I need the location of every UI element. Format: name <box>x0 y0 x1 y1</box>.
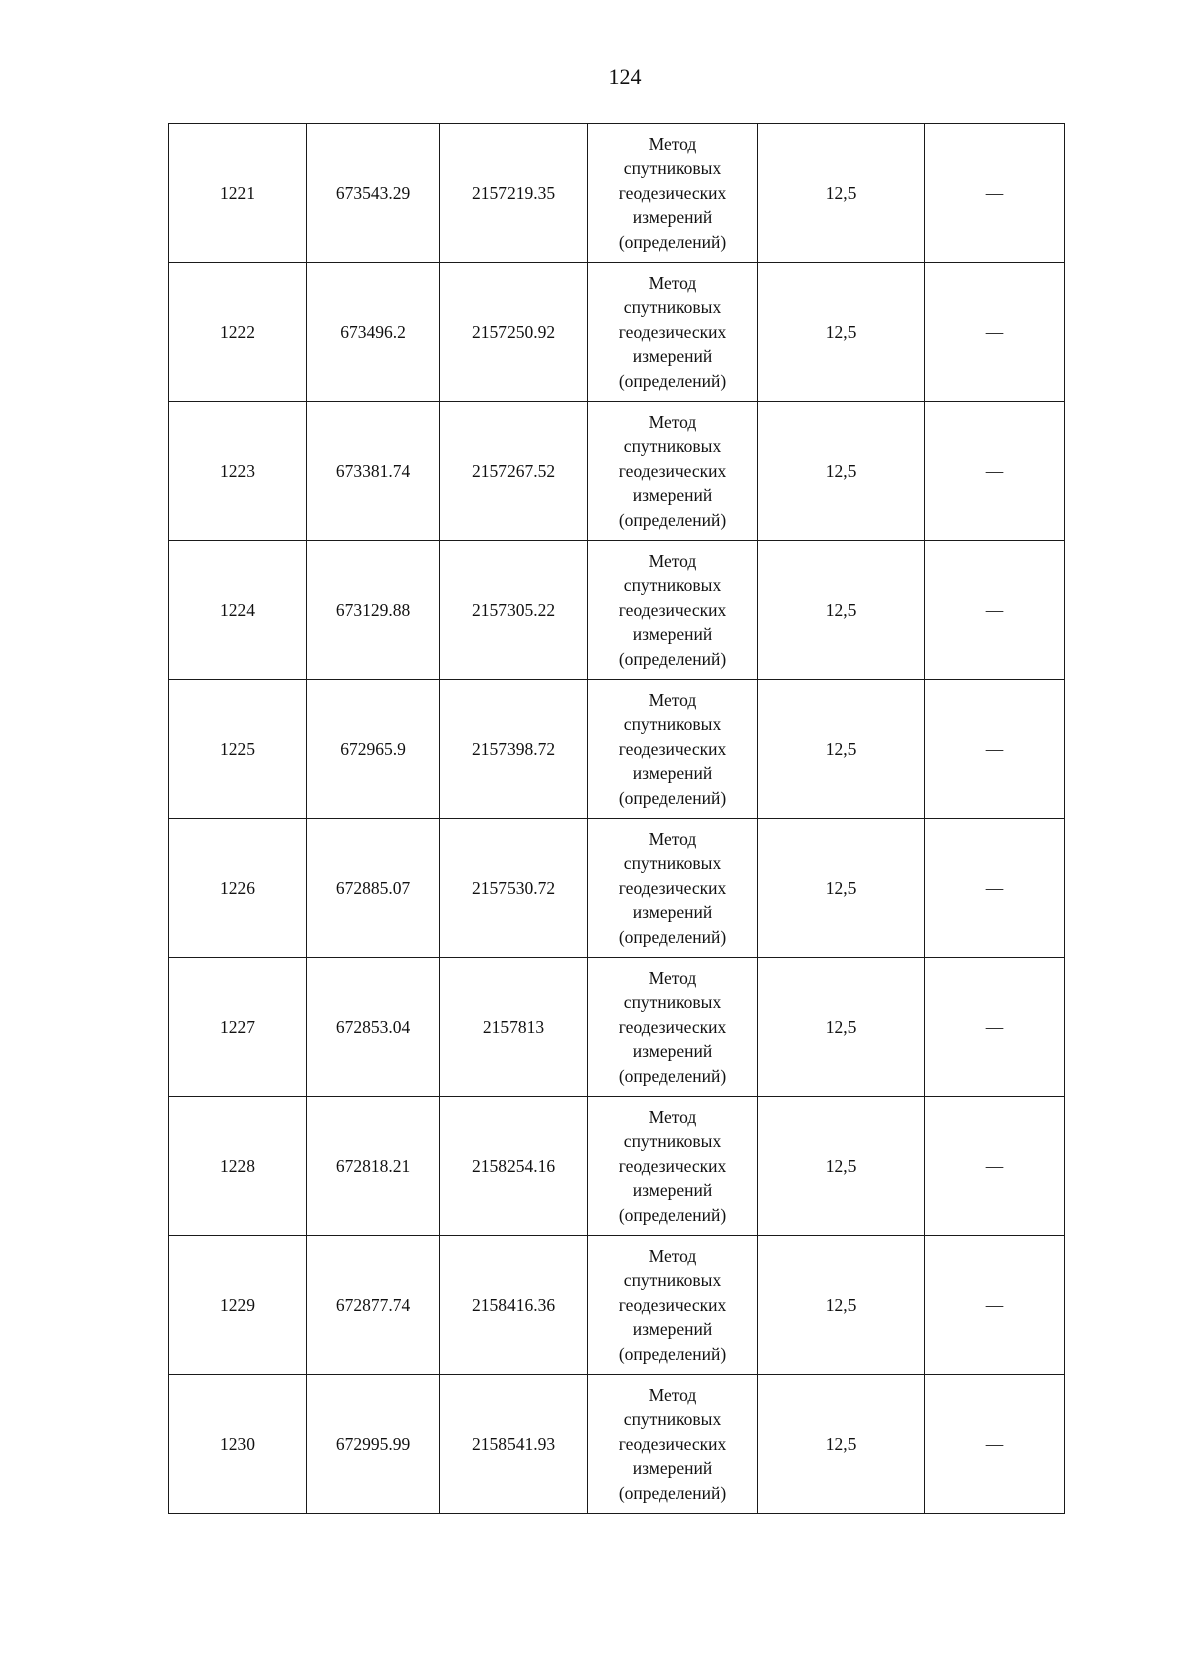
method-line: Метод <box>648 1245 697 1266</box>
method-cell <box>588 819 758 958</box>
y-coordinate-cell: 2157250.92 <box>440 263 588 402</box>
method-line: геодезических <box>618 1433 727 1454</box>
method-line: спутниковых <box>623 714 722 735</box>
method-line: измерений <box>632 902 713 923</box>
method-line: спутниковых <box>623 853 722 874</box>
x-coordinate-cell: 672853.04 <box>307 958 440 1097</box>
method-line: геодезических <box>618 1294 727 1315</box>
method-line: измерений <box>632 763 713 784</box>
x-coordinate-cell: 673129.88 <box>307 541 440 680</box>
method-line: измерений <box>632 346 713 367</box>
note-cell <box>925 680 1065 819</box>
method-line: Метод <box>648 1106 697 1127</box>
point-id-cell: 1222 <box>169 263 307 402</box>
y-coordinate-cell: 2157398.72 <box>440 680 588 819</box>
table-row <box>169 263 1065 402</box>
page-number: 124 <box>608 64 642 89</box>
y-coordinate-cell: 2157305.22 <box>440 541 588 680</box>
y-coordinate-cell: 2158541.93 <box>440 1375 588 1514</box>
x-coordinate-cell: 672885.07 <box>307 819 440 958</box>
method-cell <box>588 263 758 402</box>
x-coordinate-cell: 673543.29 <box>307 124 440 263</box>
method-line: Метод <box>648 272 697 293</box>
point-id-cell: 1230 <box>169 1375 307 1514</box>
x-coordinate-cell: 672818.21 <box>307 1097 440 1236</box>
method-line: Метод <box>648 967 697 988</box>
method-line: Метод <box>648 828 697 849</box>
x-coordinate-cell: 673381.74 <box>307 402 440 541</box>
method-cell <box>588 402 758 541</box>
method-line: (определений) <box>618 1343 727 1364</box>
note-cell <box>925 541 1065 680</box>
accuracy-cell: 12,5 <box>758 263 925 402</box>
x-coordinate-cell: 672877.74 <box>307 1236 440 1375</box>
table-row <box>169 958 1065 1097</box>
dash-mark: — <box>985 1294 1004 1315</box>
note-cell <box>925 124 1065 263</box>
method-line: геодезических <box>618 460 727 481</box>
dash-mark: — <box>985 460 1004 481</box>
note-cell <box>925 263 1065 402</box>
note-cell <box>925 958 1065 1097</box>
method-line: измерений <box>632 1180 713 1201</box>
method-line: Метод <box>648 1384 697 1405</box>
table-row <box>169 1375 1065 1514</box>
method-line: (определений) <box>618 1204 727 1225</box>
method-line: (определений) <box>618 926 727 947</box>
method-line: Метод <box>648 689 697 710</box>
method-cell <box>588 541 758 680</box>
dash-mark: — <box>985 877 1004 898</box>
table-row <box>169 124 1065 263</box>
y-coordinate-cell: 2158416.36 <box>440 1236 588 1375</box>
method-line: спутниковых <box>623 992 722 1013</box>
x-coordinate-cell: 673496.2 <box>307 263 440 402</box>
table-body <box>169 124 1065 1514</box>
table-row <box>169 402 1065 541</box>
coordinates-table <box>168 123 1065 1514</box>
method-cell <box>588 1236 758 1375</box>
method-cell <box>588 1097 758 1236</box>
method-line: геодезических <box>618 1155 727 1176</box>
accuracy-cell: 12,5 <box>758 819 925 958</box>
method-line: измерений <box>632 1319 713 1340</box>
accuracy-cell: 12,5 <box>758 1097 925 1236</box>
method-line: измерений <box>632 485 713 506</box>
method-line: измерений <box>632 207 713 228</box>
method-cell <box>588 1375 758 1514</box>
method-line: (определений) <box>618 787 727 808</box>
method-line: Метод <box>648 550 697 571</box>
method-line: спутниковых <box>623 575 722 596</box>
note-cell <box>925 1375 1065 1514</box>
accuracy-cell: 12,5 <box>758 402 925 541</box>
y-coordinate-cell: 2157219.35 <box>440 124 588 263</box>
method-line: геодезических <box>618 738 727 759</box>
coordinates-table-wrap <box>168 123 1064 1514</box>
note-cell <box>925 402 1065 541</box>
method-line: спутниковых <box>623 297 722 318</box>
method-line: измерений <box>632 1458 713 1479</box>
y-coordinate-cell: 2158254.16 <box>440 1097 588 1236</box>
table-row <box>169 1097 1065 1236</box>
method-line: (определений) <box>618 370 727 391</box>
table-row <box>169 541 1065 680</box>
method-line: спутниковых <box>623 1131 722 1152</box>
method-line: геодезических <box>618 321 727 342</box>
method-line: геодезических <box>618 877 727 898</box>
method-line: (определений) <box>618 1065 727 1086</box>
dash-mark: — <box>985 321 1004 342</box>
accuracy-cell: 12,5 <box>758 541 925 680</box>
method-line: Метод <box>648 133 697 154</box>
method-line: геодезических <box>618 182 727 203</box>
dash-mark: — <box>985 1155 1004 1176</box>
method-line: спутниковых <box>623 158 722 179</box>
point-id-cell: 1228 <box>169 1097 307 1236</box>
point-id-cell: 1226 <box>169 819 307 958</box>
dash-mark: — <box>985 1016 1004 1037</box>
method-line: (определений) <box>618 648 727 669</box>
method-line: измерений <box>632 1041 713 1062</box>
method-line: Метод <box>648 411 697 432</box>
method-line: спутниковых <box>623 1409 722 1430</box>
dash-mark: — <box>985 599 1004 620</box>
table-row <box>169 680 1065 819</box>
accuracy-cell: 12,5 <box>758 124 925 263</box>
method-cell <box>588 124 758 263</box>
point-id-cell: 1224 <box>169 541 307 680</box>
y-coordinate-cell: 2157813 <box>440 958 588 1097</box>
table-row <box>169 819 1065 958</box>
note-cell <box>925 1236 1065 1375</box>
accuracy-cell: 12,5 <box>758 958 925 1097</box>
point-id-cell: 1223 <box>169 402 307 541</box>
accuracy-cell: 12,5 <box>758 680 925 819</box>
method-line: спутниковых <box>623 436 722 457</box>
note-cell <box>925 1097 1065 1236</box>
dash-mark: — <box>985 1433 1004 1454</box>
method-line: (определений) <box>618 231 727 252</box>
accuracy-cell: 12,5 <box>758 1375 925 1514</box>
accuracy-cell: 12,5 <box>758 1236 925 1375</box>
method-cell <box>588 680 758 819</box>
point-id-cell: 1229 <box>169 1236 307 1375</box>
method-line: геодезических <box>618 599 727 620</box>
method-line: спутниковых <box>623 1270 722 1291</box>
method-line: геодезических <box>618 1016 727 1037</box>
y-coordinate-cell: 2157530.72 <box>440 819 588 958</box>
x-coordinate-cell: 672965.9 <box>307 680 440 819</box>
note-cell <box>925 819 1065 958</box>
method-cell <box>588 958 758 1097</box>
point-id-cell: 1225 <box>169 680 307 819</box>
point-id-cell: 1221 <box>169 124 307 263</box>
x-coordinate-cell: 672995.99 <box>307 1375 440 1514</box>
method-line: (определений) <box>618 509 727 530</box>
method-line: (определений) <box>618 1482 727 1503</box>
method-line: измерений <box>632 624 713 645</box>
point-id-cell: 1227 <box>169 958 307 1097</box>
dash-mark: — <box>985 738 1004 759</box>
table-row <box>169 1236 1065 1375</box>
y-coordinate-cell: 2157267.52 <box>440 402 588 541</box>
dash-mark: — <box>985 182 1004 203</box>
